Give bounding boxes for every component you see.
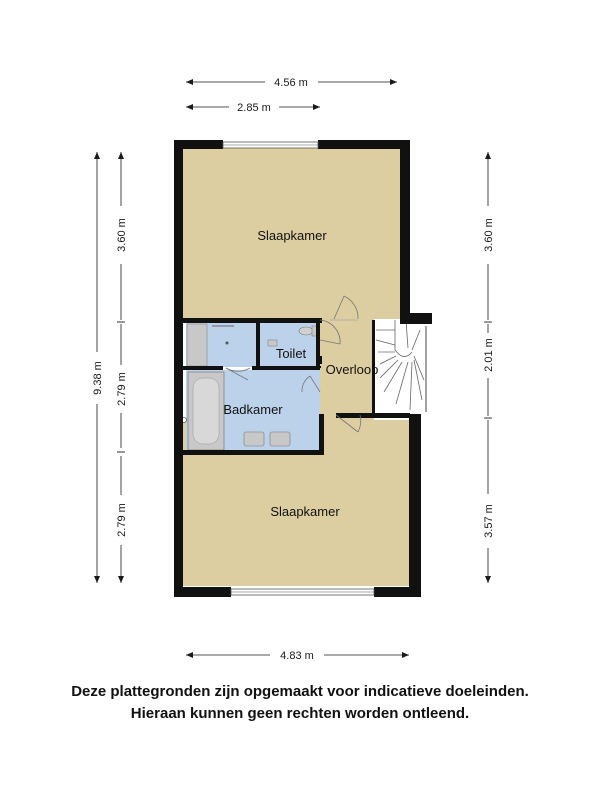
dim-top-partial: 2.85 m	[237, 102, 271, 114]
door-jamb	[318, 356, 322, 364]
washbasin-right	[270, 432, 290, 446]
dim-left-segment-3: 2.79 m	[116, 503, 128, 537]
toilet-bowl	[299, 327, 313, 335]
room-label-bottom-bedroom: Slaapkamer	[270, 504, 340, 519]
dim-right-segment-1: 3.60 m	[483, 218, 495, 252]
room-label-landing: Overloop	[325, 362, 379, 377]
window-bottom	[231, 589, 374, 595]
shower-tray	[187, 324, 207, 366]
shower-drain	[226, 342, 229, 345]
room-label-toilet: Toilet	[275, 346, 307, 361]
dim-right-segment-2: 2.01 m	[483, 338, 495, 372]
bathtub-inner	[193, 378, 219, 444]
dim-bottom-width: 4.83 m	[280, 650, 314, 662]
disclaimer-line-1: Deze plattegronden zijn opgemaakt voor indicatieve doeleinden.	[71, 683, 529, 700]
dim-right-segment-3: 3.57 m	[483, 504, 495, 538]
disclaimer-line-2: Hieraan kunnen geen rechten worden ontleend.	[130, 705, 470, 722]
room-label-bathroom: Badkamer	[223, 402, 283, 417]
window-top	[223, 142, 318, 148]
room-label-top-bedroom: Slaapkamer	[257, 228, 327, 243]
dim-left-segment-2: 2.79 m	[116, 372, 128, 406]
dim-top-total: 4.56 m	[274, 77, 308, 89]
dim-left-total: 9.38 m	[92, 361, 104, 395]
dim-left-segment-1: 3.60 m	[116, 218, 128, 252]
washbasin-left	[244, 432, 264, 446]
